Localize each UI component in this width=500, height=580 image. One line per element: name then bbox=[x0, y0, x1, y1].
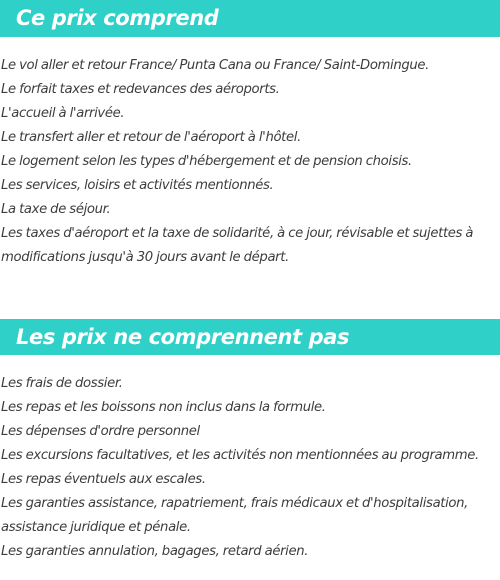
price-excludes-list bbox=[0, 372, 500, 564]
price-excludes-heading: Les prix ne comprennent pas bbox=[0, 319, 500, 355]
list-item: Les dépenses d'ordre personnel bbox=[1, 424, 200, 439]
price-excludes-section bbox=[0, 319, 500, 564]
price-includes-list bbox=[0, 54, 500, 270]
list-item: Les excursions facultatives, et les activités non mentionnées au programme. bbox=[1, 448, 479, 463]
list-item: Les repas et les boissons non inclus dans la formule. bbox=[1, 400, 326, 415]
list-item: Les garanties annulation, bagages, retard aérien. bbox=[1, 544, 309, 559]
price-includes-heading: Ce prix comprend bbox=[0, 0, 500, 37]
list-item: Le logement selon les types d'hébergement et de pension choisis. bbox=[1, 154, 412, 169]
list-item: Les services, loisirs et activités mentionnés. bbox=[1, 178, 274, 193]
list-item: Les repas éventuels aux escales. bbox=[1, 472, 206, 487]
list-item: La taxe de séjour. bbox=[1, 202, 111, 217]
price-includes-section bbox=[0, 0, 500, 270]
list-item: Les taxes d'aéroport et la taxe de solidarité, à ce jour, révisable et sujettes à modifications jusqu'à 30 jours avant le départ. bbox=[1, 226, 474, 265]
list-item: L'accueil à l'arrivée. bbox=[1, 106, 125, 121]
list-item: Les frais de dossier. bbox=[1, 376, 123, 391]
list-item: Les garanties assistance, rapatriement, frais médicaux et d'hospitalisation, assistance juridique et pénale. bbox=[1, 496, 469, 535]
list-item: Le transfert aller et retour de l'aéroport à l'hôtel. bbox=[1, 130, 301, 145]
list-item: Le forfait taxes et redevances des aéroports. bbox=[1, 82, 280, 97]
list-item: Le vol aller et retour France/ Punta Cana ou France/ Saint-Domingue. bbox=[1, 58, 430, 73]
